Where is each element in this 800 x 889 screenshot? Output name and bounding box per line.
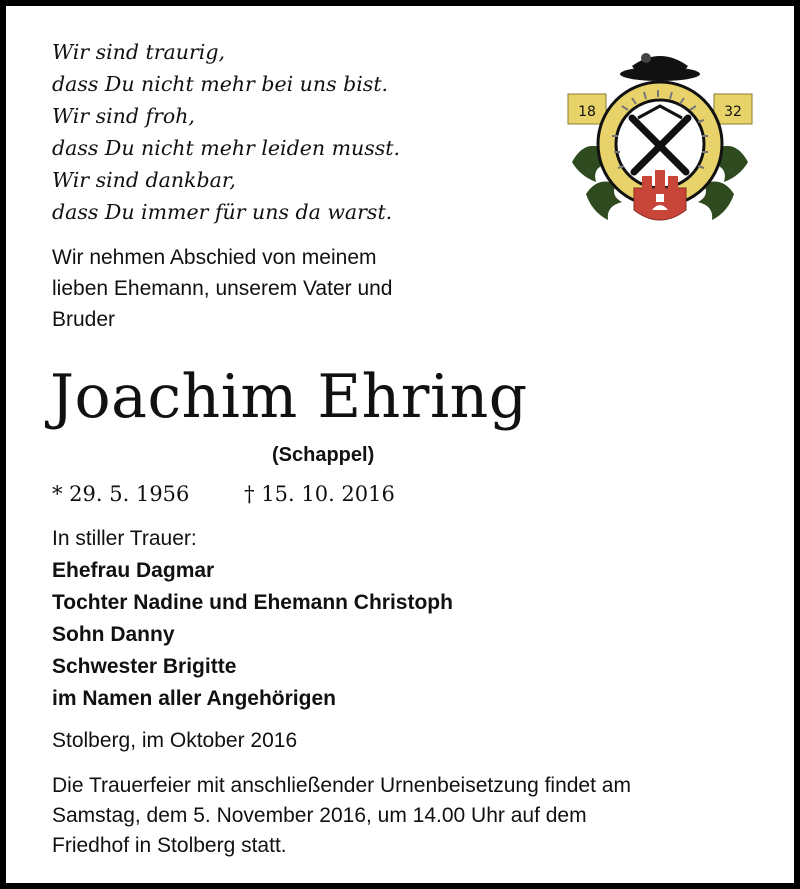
life-dates <box>52 480 395 508</box>
crest-year-left: 18 <box>578 104 596 120</box>
shooting-club-crest-icon <box>562 44 758 240</box>
poem-line: dass Du nicht mehr bei uns bist. <box>52 72 389 96</box>
mourners-list <box>52 523 612 715</box>
intro-line: Bruder <box>52 308 116 331</box>
poem-line: dass Du immer für uns da warst. <box>52 200 393 224</box>
farewell-intro <box>52 242 492 335</box>
deceased-name: Joachim Ehring <box>50 362 528 432</box>
mourner: Tochter Nadine und Ehemann Christoph <box>52 591 453 614</box>
place-date: Stolberg, im Oktober 2016 <box>52 729 298 752</box>
poem-line: Wir sind dankbar, <box>52 168 236 192</box>
mourners-heading: In stiller Trauer: <box>52 527 197 550</box>
ceremony-line: Friedhof in Stolberg statt. <box>52 834 287 857</box>
birth-date: * 29. 5. 1956 <box>52 482 190 506</box>
poem <box>52 36 492 228</box>
poem-line: dass Du nicht mehr leiden musst. <box>52 136 400 160</box>
mourner: Ehefrau Dagmar <box>52 559 215 582</box>
ceremony-line: Die Trauerfeier mit anschließender Urnenbeisetzung findet am <box>52 774 631 797</box>
ceremony-line: Samstag, dem 5. November 2016, um 14.00 Uhr auf dem <box>52 804 587 827</box>
obituary-card <box>6 6 794 883</box>
poem-line: Wir sind froh, <box>52 104 195 128</box>
mourner: Schwester Brigitte <box>52 655 237 678</box>
deceased-nickname: (Schappel) <box>272 444 375 466</box>
intro-line: lieben Ehemann, unserem Vater und <box>52 277 393 300</box>
poem-line: Wir sind traurig, <box>52 40 225 64</box>
crest-year-right: 32 <box>724 104 742 120</box>
ceremony-notice <box>52 771 752 861</box>
death-date: † 15. 10. 2016 <box>244 482 395 506</box>
intro-line: Wir nehmen Abschied von meinem <box>52 246 377 269</box>
mourner: Sohn Danny <box>52 623 175 646</box>
mourner: im Namen aller Angehörigen <box>52 687 336 710</box>
